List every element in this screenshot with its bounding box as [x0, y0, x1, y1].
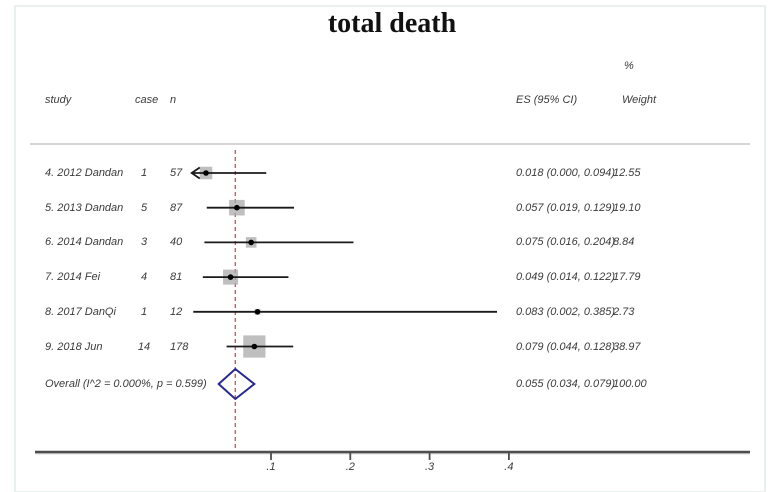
weight-value: 8.84	[613, 236, 635, 249]
point-estimate-marker	[203, 170, 209, 176]
overall-diamond	[219, 369, 255, 399]
study-label: 9. 2018 Jun	[45, 340, 103, 353]
point-estimate-marker	[255, 309, 261, 315]
case-value: 3	[140, 236, 148, 249]
study-label: 7. 2014 Fei	[45, 271, 101, 284]
overall-label: Overall (I^2 = 0.000%, p = 0.599)	[45, 378, 207, 390]
es-ci-value: 0.079 (0.044, 0.128)	[516, 340, 616, 353]
case-value: 1	[140, 305, 148, 318]
point-estimate-marker	[252, 344, 258, 350]
x-axis-tick-label: .4	[504, 461, 514, 473]
weight-value: 38.97	[613, 340, 641, 353]
n-value: 57	[170, 167, 183, 179]
weight-value: 19.10	[613, 201, 641, 214]
point-estimate-marker	[228, 274, 234, 280]
column-header-n: n	[170, 94, 177, 106]
es-ci-value: 0.083 (0.002, 0.385)	[516, 305, 616, 318]
study-label: 5. 2013 Dandan	[45, 201, 124, 214]
column-header-es-ci: ES (95% CI)	[516, 94, 578, 106]
study-label: 4. 2012 Dandan	[45, 167, 124, 179]
overall-es-ci-value: 0.055 (0.034, 0.079)	[516, 378, 616, 390]
case-value: 4	[140, 271, 148, 284]
n-value: 87	[170, 201, 183, 214]
column-header-percent: %	[624, 60, 634, 72]
x-axis-tick-label: .2	[345, 461, 355, 473]
es-ci-value: 0.018 (0.000, 0.094)	[516, 167, 616, 179]
point-estimate-marker	[248, 240, 254, 246]
n-value: 81	[170, 271, 183, 284]
x-axis-tick-label: .3	[425, 461, 435, 473]
es-ci-value: 0.049 (0.014, 0.122)	[516, 271, 616, 284]
study-label: 8. 2017 DanQi	[45, 305, 116, 318]
overall-weight-value: 100.00	[613, 378, 647, 390]
es-ci-value: 0.075 (0.016, 0.204)	[516, 236, 616, 249]
n-value: 40	[170, 236, 183, 249]
column-header-study: study	[45, 94, 72, 106]
es-ci-value: 0.057 (0.019, 0.129)	[516, 201, 616, 214]
study-label: 6. 2014 Dandan	[45, 236, 124, 249]
n-value: 178	[170, 340, 189, 353]
column-header-case: case	[135, 94, 159, 106]
chart-title: total death	[327, 8, 457, 39]
case-value: 1	[140, 167, 148, 179]
weight-value: 12.55	[613, 167, 641, 179]
column-header-weight: Weight	[622, 94, 657, 106]
case-value: 5	[140, 201, 148, 214]
point-estimate-marker	[234, 205, 240, 211]
n-value: 12	[170, 305, 183, 318]
case-value: 14	[137, 340, 151, 353]
weight-value: 17.79	[613, 271, 641, 284]
weight-value: 2.73	[613, 305, 635, 318]
x-axis-tick-label: .1	[266, 461, 276, 473]
